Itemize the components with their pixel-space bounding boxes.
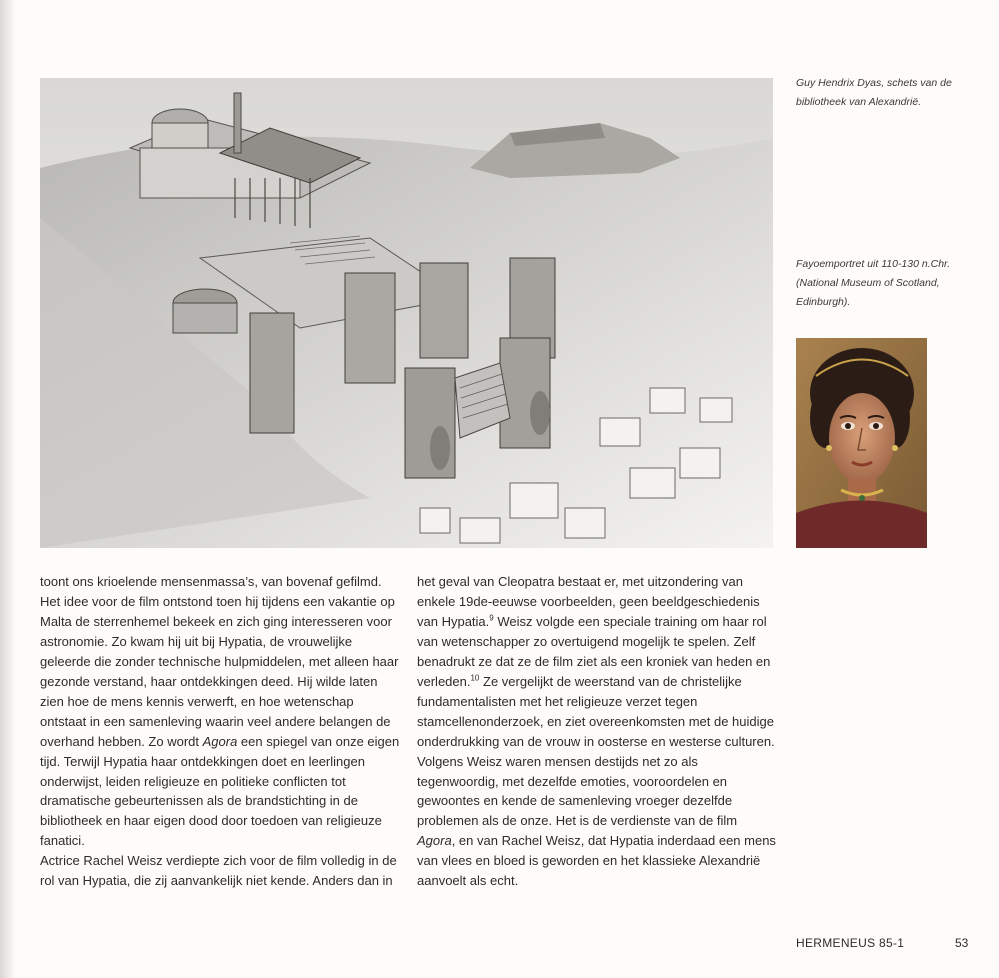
right-text-part1: het geval van Cleopatra bestaat er, met uitzondering van enkele 19de-eeuwse voorbeelden, geen beeldgeschiedenis van Hypatia. <box>417 574 760 629</box>
right-paragraph <box>417 572 777 891</box>
page-number: 53 <box>955 936 969 950</box>
left-paragraph-1 <box>40 572 400 851</box>
text-column-left <box>40 572 400 891</box>
portrait-caption <box>796 255 971 312</box>
running-footer-journal: HERMENEUS 85-1 <box>796 936 905 950</box>
right-text-part2: Weisz volgde een speciale training om haar rol van wetenschapper zo overtuigend mogelijk te spelen. Zelf benadrukt ze dat ze de film ziet als een kroniek van heden en verleden. <box>417 613 771 689</box>
text-column-right <box>417 572 777 891</box>
library-sketch-caption <box>796 74 971 112</box>
right-text-part4: , en van Rachel Weisz, dat Hypatia inderdaad een mens van vlees en bloed is geworden en het klassieke Alexandrië aanvoelt als echt. <box>417 833 776 889</box>
film-title-agora-2: Agora <box>417 833 452 849</box>
page-gutter-shadow <box>0 0 16 978</box>
fayum-portrait-image <box>796 338 927 548</box>
left-paragraph-2: Actrice Rachel Weisz verdiepte zich voor de film volledig in de rol van Hypatia, die zij aanvankelijk niet kende. Anders dan in <box>40 853 397 889</box>
left-paragraph-1-part2: een spiegel van onze eigen tijd. Terwijl Hypatia haar ontdekkingen doet en leerlingen onderwijst, leiden religieuze en politieke conflicten tot dramatische gebeurtenissen als de brandstichting in de bibliotheek en haar eigen dood door toedoen van religieuze fanatici. <box>40 733 400 849</box>
footnote-ref-9: 9 <box>489 613 494 623</box>
left-paragraph-1-part1: toont ons krioelende mensenmassa’s, van bovenaf gefilmd. Het idee voor de film ontstond toen hij tijdens een vakantie op Malta de sterrenhemel bekeek en zich ging interesseren voor astronomie. Zo kwam hij uit bij Hypatia, de vrouwelijke geleerde die zonder technische hulpmiddelen, met alleen haar gezonde verstand, haar ontdekkingen deed. Hij wilde laten zien hoe de mens kennis verwerft, en hoe wetenschap ontstaat in een samenleving waarin veel andere belangen de overhand hebben. Zo wordt <box>40 574 399 749</box>
right-text-part3: Ze vergelijkt de weerstand van de christelijke fundamentalisten met het religieuze verzet tegen stamcellenonderzoek, en ziet overeenkomsten met de huidige onderdrukking van de vrouw in oosterse en westerse culturen. Volgens Weisz waren mensen destijds net zo als tegenwoordig, met dezelfde emoties, vooroordelen en gewoontes en kende de samenleving vroeger dezelfde problemen als de onze. Het is de verdienste van de film <box>417 673 775 829</box>
library-sketch-image <box>40 78 773 548</box>
portrait-caption-line2: (National Museum of Scotland, Edinburgh). <box>796 277 940 308</box>
film-title-agora: Agora <box>202 733 238 749</box>
footnote-ref-10: 10 <box>470 673 480 683</box>
portrait-caption-line1: Fayoemportret uit 110-130 n.Chr. <box>796 258 951 270</box>
library-sketch-caption-text: Guy Hendrix Dyas, schets van de bibliotheek van Alexandrië. <box>796 77 952 108</box>
